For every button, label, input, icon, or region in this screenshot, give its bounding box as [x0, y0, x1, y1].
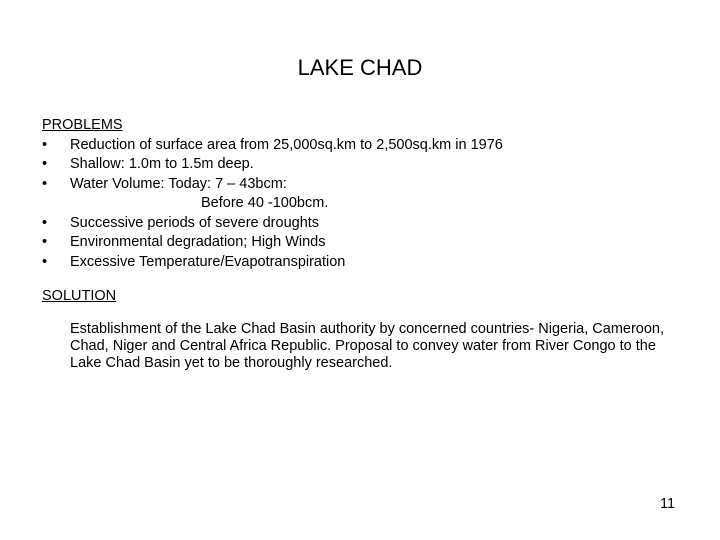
list-item-text: Reduction of surface area from 25,000sq.km to 2,500sq.km in 1976 [70, 136, 503, 153]
problems-list [42, 136, 692, 273]
list-item-text: Excessive Temperature/Evapotranspiration [70, 253, 346, 270]
slide-title-text: LAKE CHAD [297, 55, 423, 80]
list-item [42, 253, 692, 273]
bullet-icon: • [42, 156, 48, 172]
problems-heading: PROBLEMS [42, 117, 123, 133]
list-item [42, 136, 692, 156]
list-item-text: Water Volume: Today: 7 – 43bcm: [70, 175, 287, 192]
list-item-text: Environmental degradation; High Winds [70, 234, 326, 250]
solution-text: Establishment of the Lake Chad Basin authority by concerned countries- Nigeria, Cameroon, Chad, Niger and Central Africa Republic. Proposal to convey water from River Congo to the Lake Chad Basin yet to be thoroughly researched. [70, 321, 665, 371]
list-item-continuation: Before 40 -100bcm. [201, 195, 329, 211]
list-item [42, 233, 692, 253]
solution-heading: SOLUTION [42, 288, 117, 304]
bullet-icon: • [42, 136, 48, 153]
list-item [42, 155, 692, 175]
bullet-icon: • [42, 234, 48, 250]
problems-section [42, 116, 692, 272]
list-item-text: Successive periods of severe droughts [70, 214, 320, 231]
list-item [42, 175, 692, 195]
bullet-icon: • [42, 253, 48, 270]
bullet-icon: • [42, 214, 48, 231]
slide-title [0, 55, 720, 81]
bullet-icon: • [42, 175, 48, 192]
list-item [42, 214, 692, 234]
list-item-text: Shallow: 1.0m to 1.5m deep. [70, 156, 254, 172]
solution-section [42, 288, 692, 372]
page-number: 11 [660, 496, 676, 512]
